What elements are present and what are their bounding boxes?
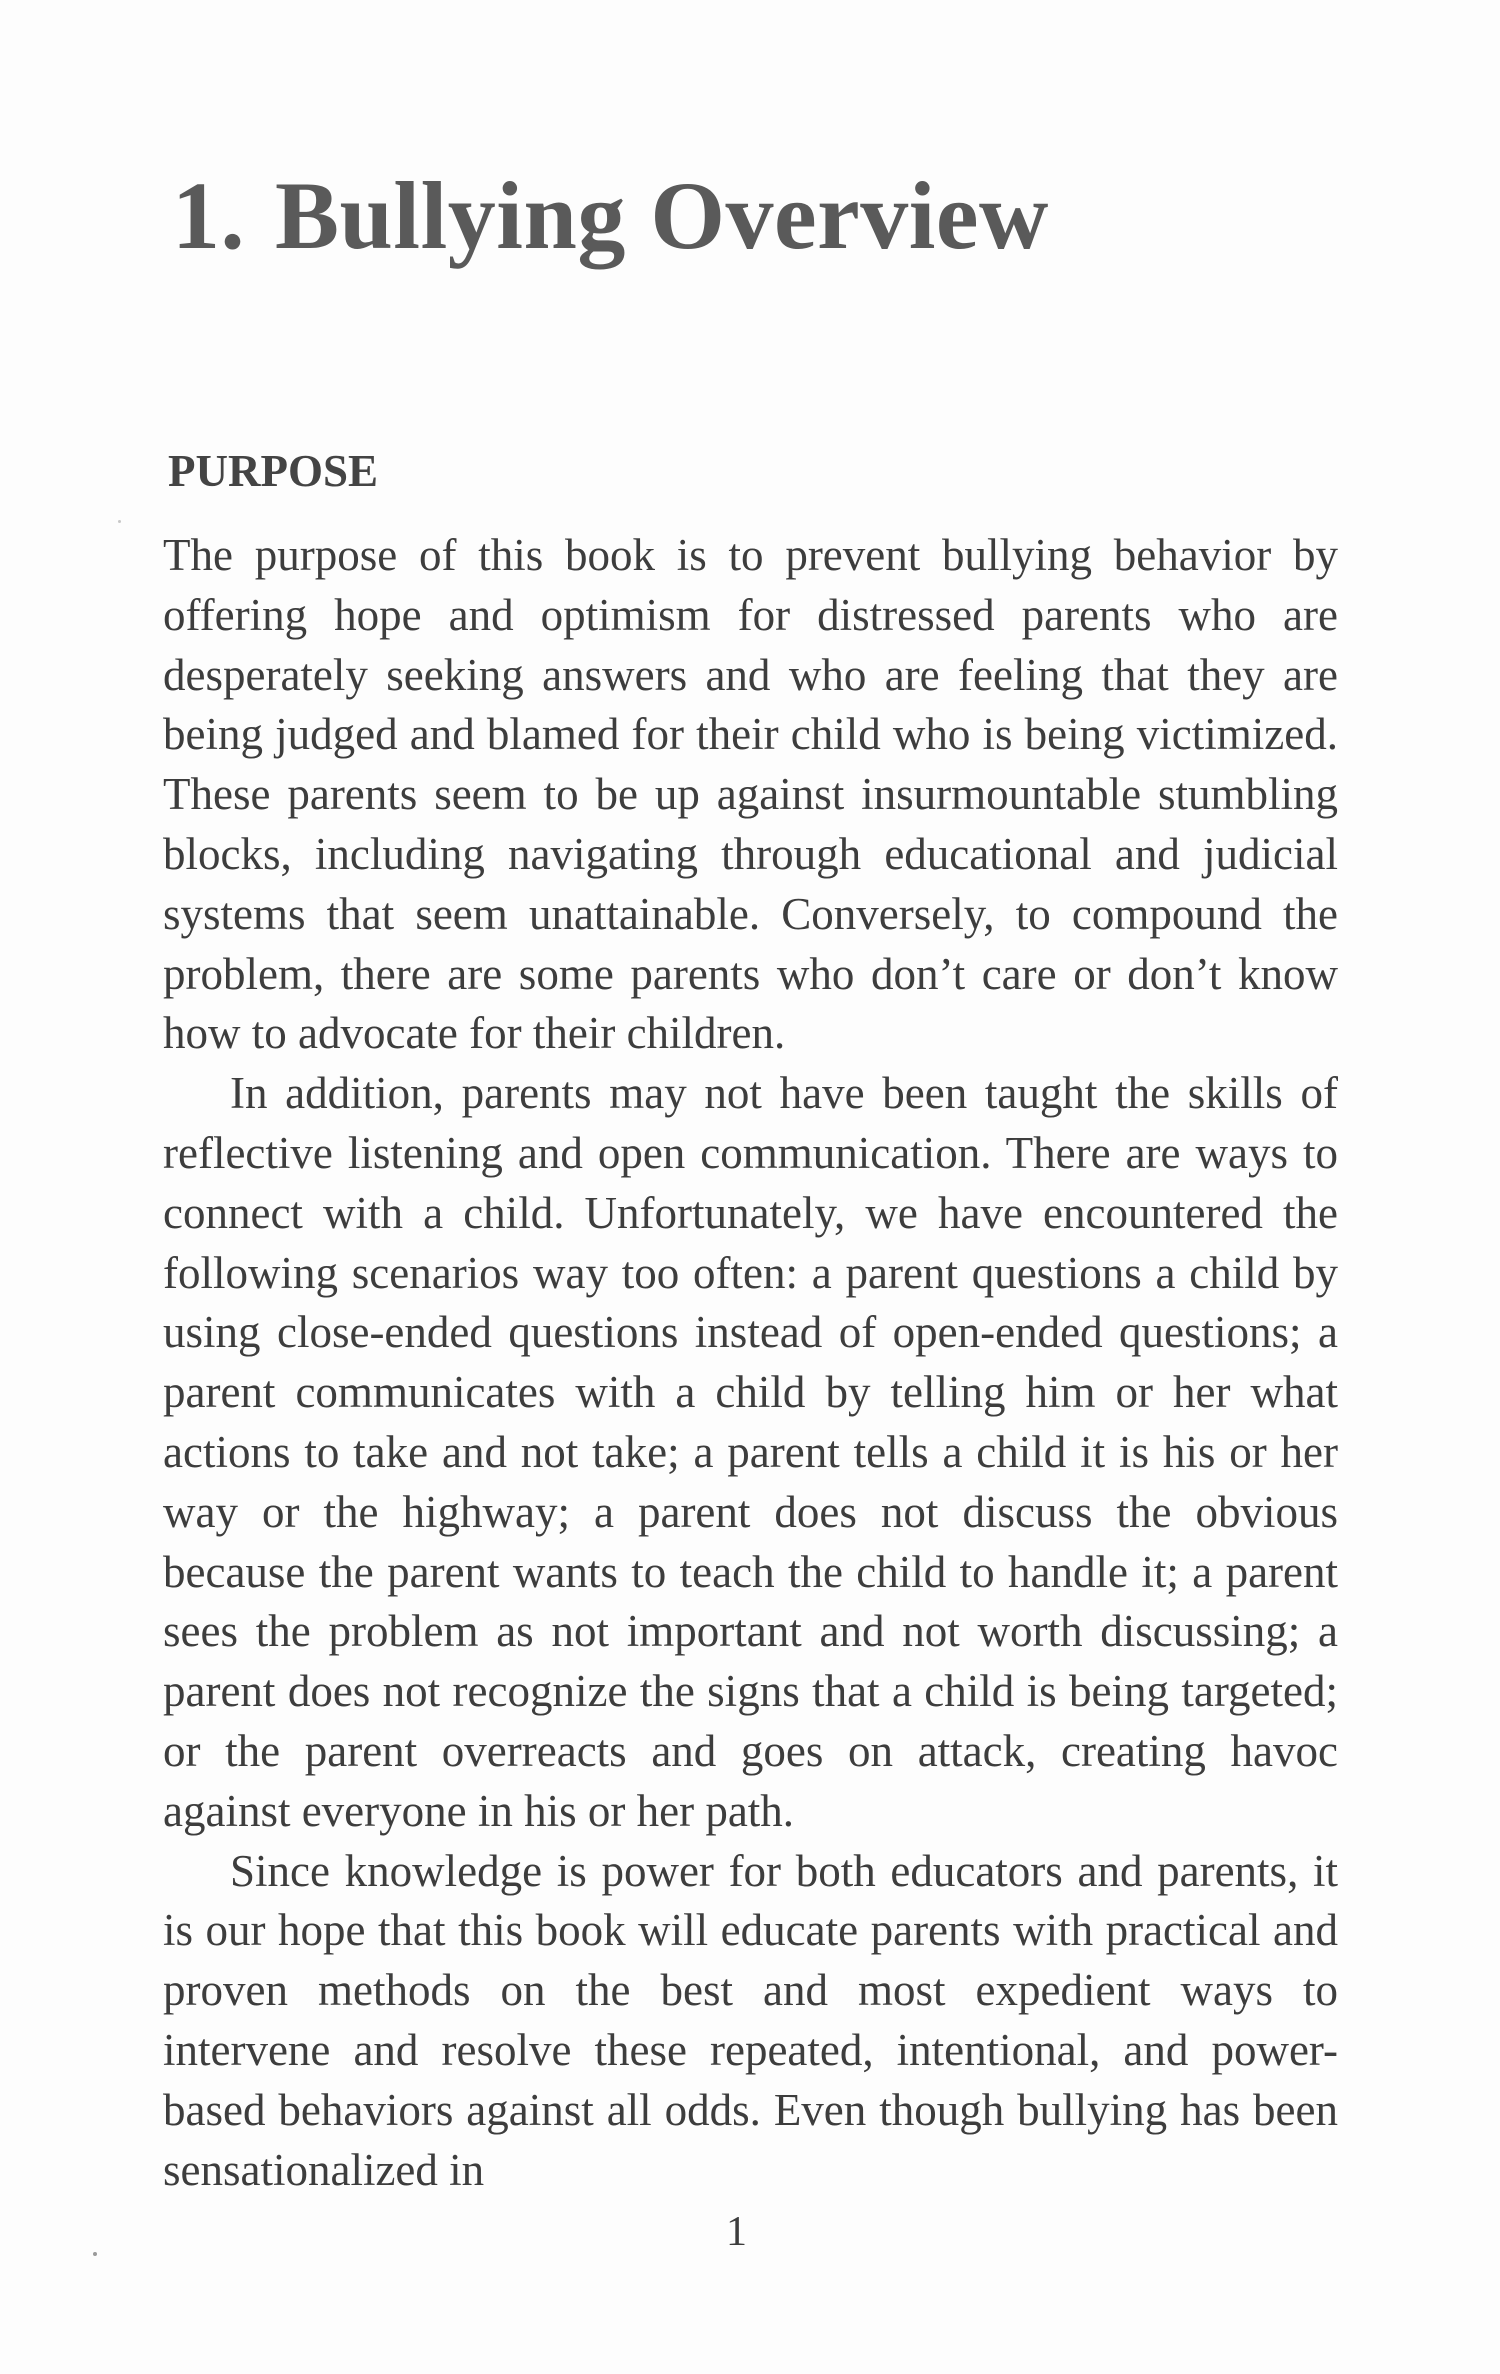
- chapter-title-text: Bullying Overview: [275, 162, 1049, 269]
- section-heading: PURPOSE: [168, 446, 379, 496]
- chapter-title: [172, 160, 1049, 271]
- body-text: [163, 526, 1338, 2200]
- chapter-number: 1.: [172, 162, 245, 269]
- paragraph-2: In addition, parents may not have been taught the skills of reflective listening and open communication. There are ways to connect with a child. Unfortunately, we have encountered the following scenarios way too often: a parent questions a child by using close-ended questions instead of open-ended questions; a parent communicates with a child by telling him or her what actions to take and not take; a parent tells a child it is his or her way or the highway; a parent does not discuss the obvious because the parent wants to teach the child to handle it; a parent sees the problem as not important and not worth discussing; a parent does not recognize the signs that a child is being targeted; or the parent overreacts and goes on attack, creating havoc against everyone in his or her path.: [163, 1068, 1338, 1836]
- scan-speck: [118, 520, 121, 523]
- scan-speck: [93, 2252, 97, 2256]
- paragraph-1: The purpose of this book is to prevent bullying behavior by offering hope and optimism for distressed parents who are desperately seeking answers and who are feeling that they are being judged and blamed for their child who is being victimized. These parents seem to be up against insurmountable stumbling blocks, including navigating through educational and judicial systems that seem unattainable. Conversely, to compound the problem, there are some parents who don’t care or don’t know how to advocate for their children.: [163, 530, 1338, 1059]
- paragraph-3: Since knowledge is power for both educators and parents, it is our hope that this book will educate parents with practical and proven methods on the best and most expedient ways to intervene and resolve these repeated, intentional, and power-based behaviors against all odds. Even though bullying has been sensationalized in: [163, 1845, 1338, 2195]
- page-number: 1: [726, 2209, 747, 2255]
